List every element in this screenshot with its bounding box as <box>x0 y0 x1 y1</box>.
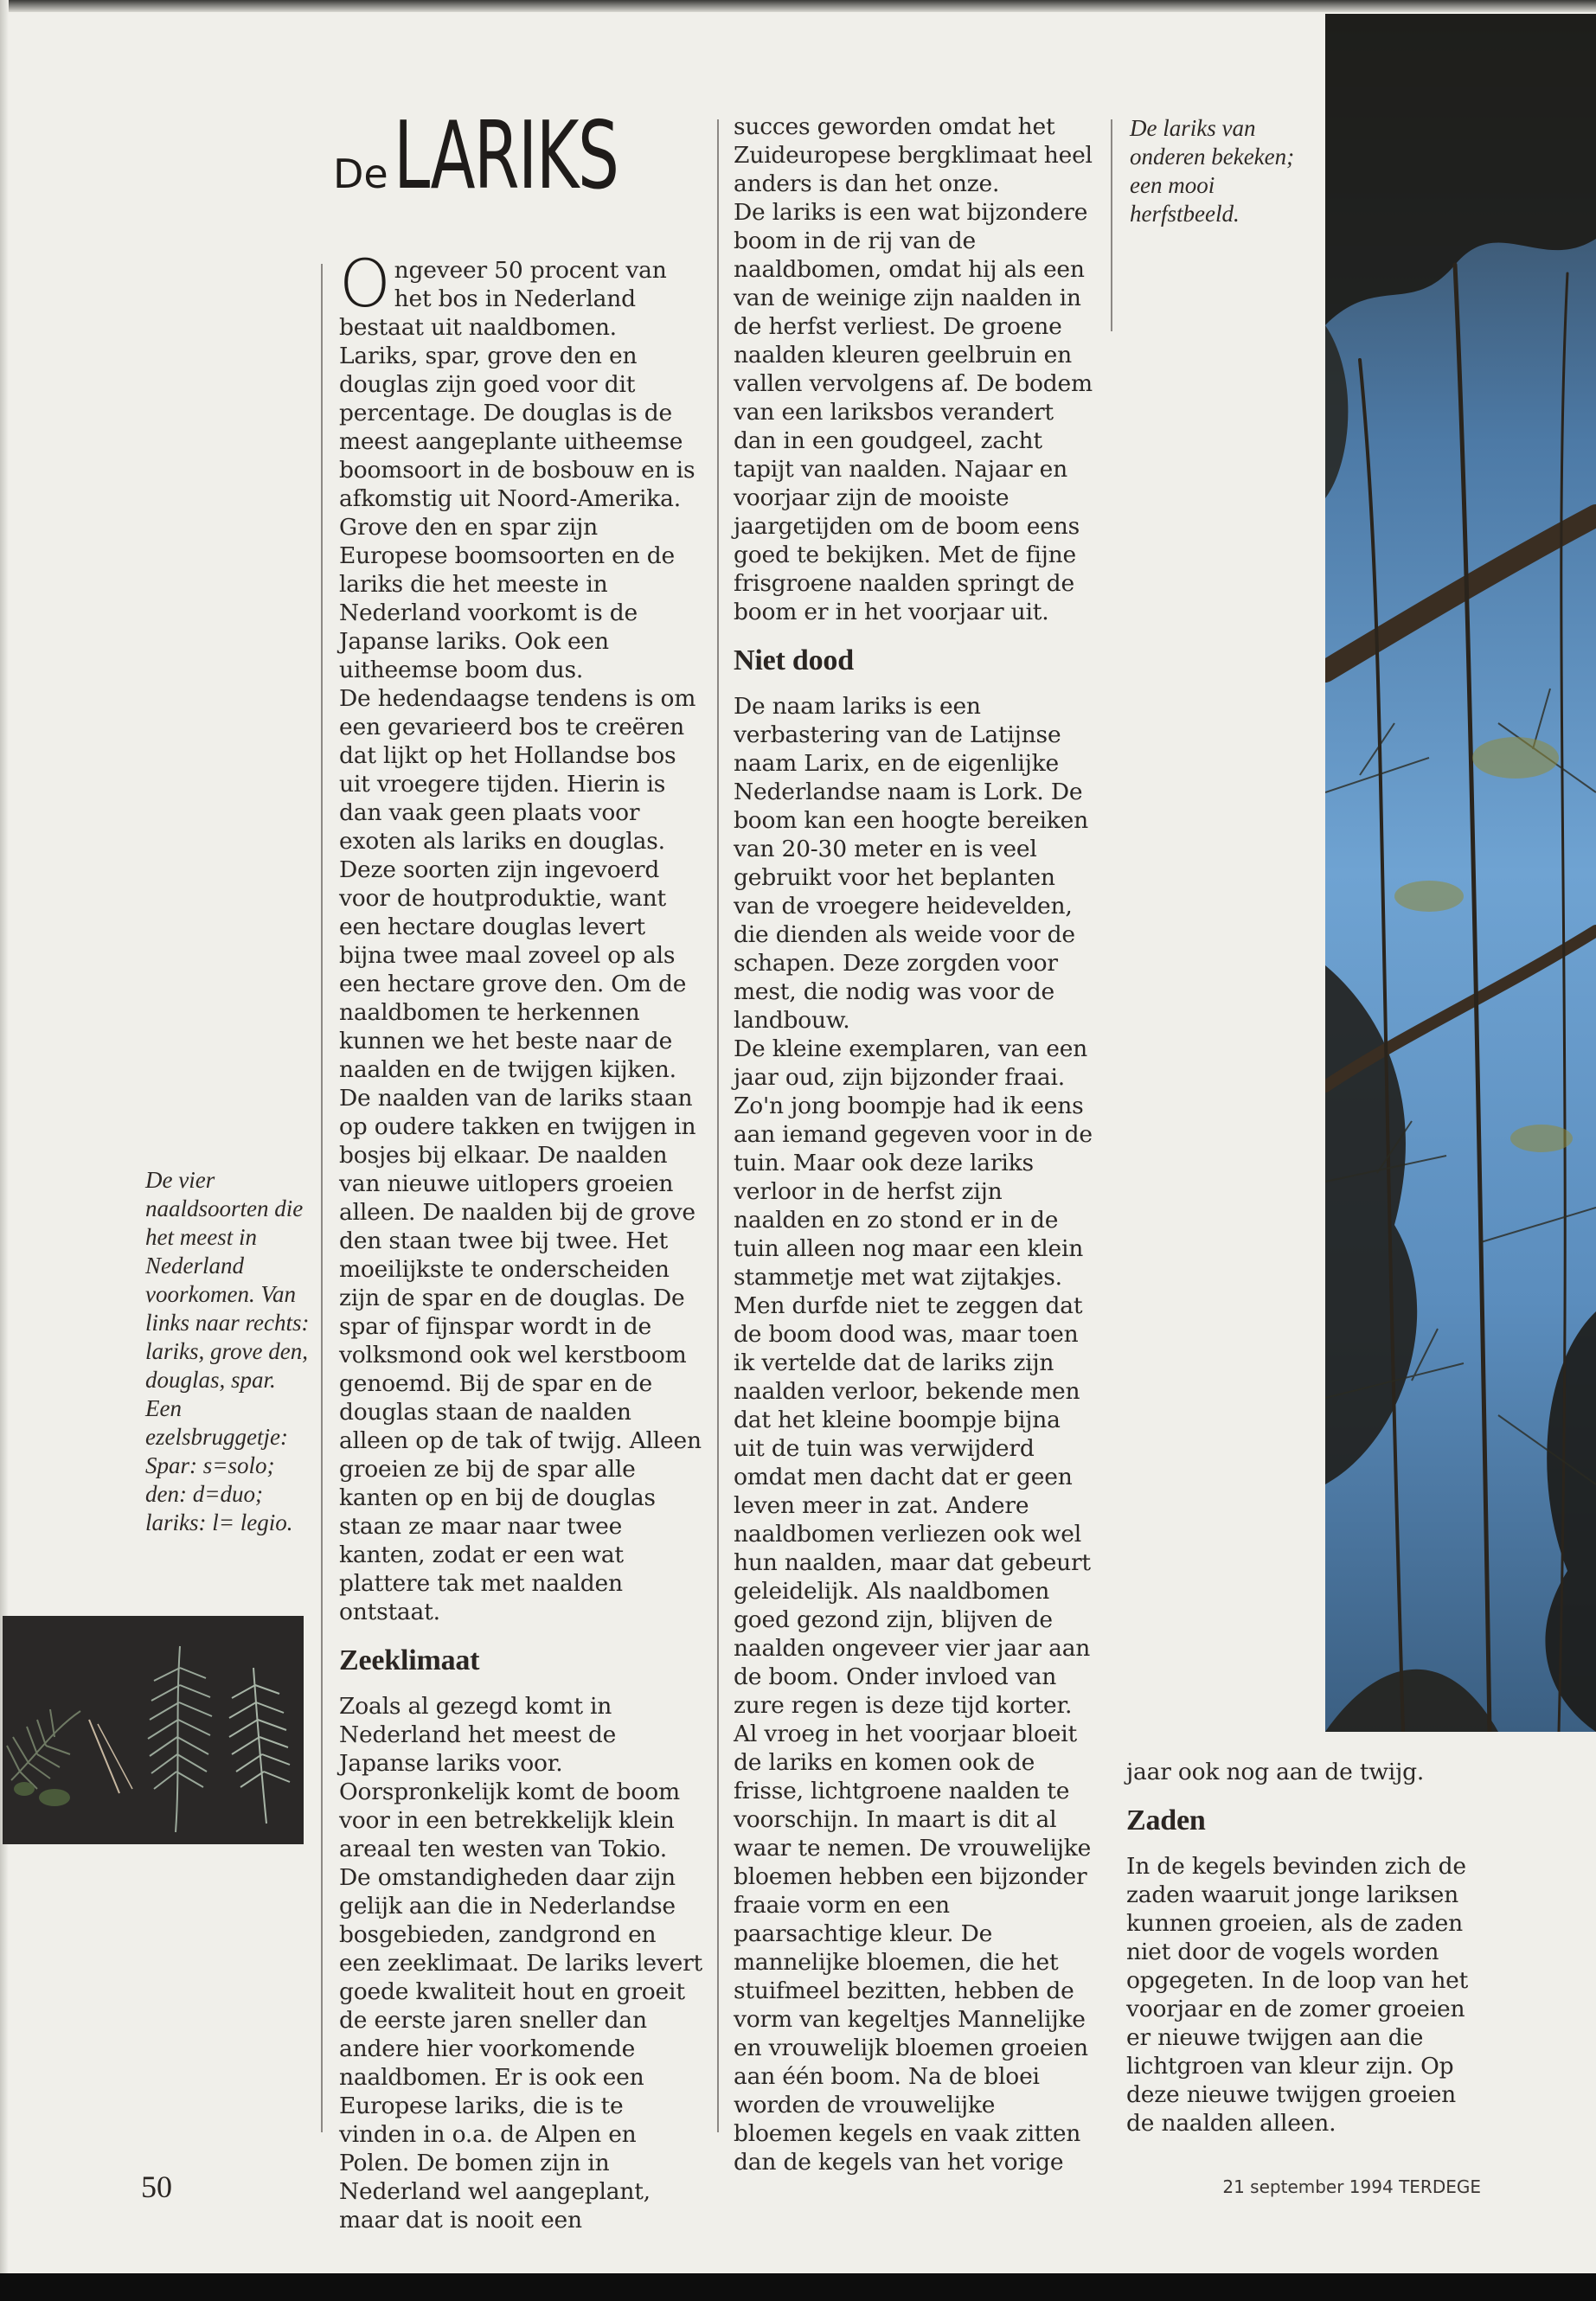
article-title <box>333 102 681 232</box>
page-top-edge <box>0 0 1596 12</box>
paragraph-zaden: In de kegels bevinden zich de zaden waaruit jonge lariksen kunnen groeien, als de zaden niet door de vogels worden opgegeten. In de loop van het voorjaar en de zomer groeien er nieuwe twijgen aan die lichtgroen van kleur zijn. Op deze nieuwe twijgen groeien de naalden alleen. <box>1126 1853 1469 2137</box>
page-number: 50 <box>141 2170 172 2204</box>
larch-canopy-photo <box>1325 14 1596 1732</box>
intro-paragraph <box>339 245 702 684</box>
page-bottom-edge <box>0 2273 1596 2301</box>
paragraph-bloei: Al vroeg in het voorjaar bloeit de lariks en komen ook de frisse, lichtgroene naalden te voorschijn. In maart is dit al waar te nemen. De vrouwelijke bloemen hebben een bijzonder fraaie vorm en een paarsachtige kleur. De mannelijke bloemen, die het stuifmeel bezitten, hebben de vorm van kegeltjes Mannelijke en vrouwelijk bloemen groeien aan één boom. Na de bloei worden de vrouwelijke bloemen kegels en vaak zitten dan de kegels van het vorige <box>734 1721 1092 2176</box>
heading-niet-dood: Niet dood <box>734 644 854 676</box>
intro-text: ngeveer 50 procent van het bos in Nederland bestaat uit naaldbomen. Lariks, spar, grove den en douglas zijn goed voor dit percentage. De douglas is de meest aangeplante uitheemse boomsoort in de bosbouw en is afkomstig uit Noord-Amerika. Grove den en spar zijn Europese boomsoorten en de lariks die het meeste in Nederland voorkomt is de Japanse lariks. Ook een uitheemse boom dus. <box>339 257 695 683</box>
column-rule-caption <box>1111 119 1112 331</box>
needle-samples-photo <box>3 1616 304 1844</box>
issue-footer: 21 september 1994 TERDEGE <box>1222 2176 1481 2197</box>
photo-caption-needles: De vier naaldsoorten die het meest in Nederland voorkomen. Van links naar rechts: lariks, grove den, douglas, spar. Een ezelsbruggetje: Spar: s=solo; den: d=duo; lariks: l= legio. <box>145 1167 310 1535</box>
paragraph-zeeklimaat: Zoals al gezegd komt in Nederland het meest de Japanse lariks voor. Oorspronkelijk komt de boom voor in een betrekkelijk klein areaal ten westen van Tokio. De omstandigheden daar zijn gelijk aan die in Nederlandse bosgebieden, zandgrond en een zeeklimaat. De lariks levert goede kwaliteit hout en groeit de eerste jaren sneller dan andere hier voorkomende naaldbomen. Er is ook een Europese lariks, die is te vinden in o.a. de Alpen en Polen. De bomen zijn in Nederland wel aangeplant, maar dat is nooit een <box>339 1693 702 2234</box>
paragraph-tendens: De hedendaagse tendens is om een gevarieerd bos te creëren dat lijkt op het Hollandse bos uit vroegere tijden. Hierin is dan vaak geen plaats voor exoten als lariks en douglas. Deze soorten zijn ingevoerd voor de houtproduktie, want een hectare douglas levert bijna twee maal zoveel op als een hectare grove den. Om de naaldbomen te herkennen kunnen we het beste naar de naalden en de twijgen kijken. De naalden van de lariks staan op oudere takken en twijgen in bosjes bij elkaar. De naalden van nieuwe uitlopers groeien alleen. De naalden bij de grove den staan twee bij twee. Het moeilijkste te onderscheiden zijn de spar en de douglas. De spar of fijnspar wordt in de volksmond ook wel kerstboom genoemd. Bij de spar en de douglas staan de naalden alleen op de tak of twijg. Alleen groeien ze bij de spar alle kanten op en bij de douglas staan ze maar naar twee kanten, zodat er een wat plattere tak met naalden ontstaat. <box>339 685 702 1625</box>
title-article-word: De <box>333 151 388 197</box>
title-main-word: LARIKS <box>393 102 619 210</box>
drop-cap: O <box>339 245 391 322</box>
paragraph-continued: succes geworden omdat het Zuideuropese bergklimaat heel anders is dan het onze. <box>734 113 1093 197</box>
page-left-edge <box>0 0 9 2301</box>
paragraph-naam: De naam lariks is een verbastering van de Latijnse naam Larix, en de eigenlijke Nederlandse naam is Lork. De boom kan een hoogte bereiken van 20-30 meter en is veel gebruikt voor het beplanten van de vroegere heidevelden, die dienden als weide voor de schapen. Deze zorgden voor mest, die nodig was voor de landbouw. <box>734 693 1089 1034</box>
column-rule-middle <box>717 119 719 2132</box>
paragraph-twijg: jaar ook nog aan de twijg. <box>1126 1759 1425 1785</box>
column-rule-left <box>321 264 323 2132</box>
paragraph-bijzondere-boom: De lariks is een wat bijzondere boom in de rij van de naaldbomen, omdat hij als een van de weinige zijn naalden in de herfst verliest. De groene naalden kleuren geelbruin en vallen vervolgens af. De bodem van een lariksbos verandert dan in een goudgeel, zacht tapijt van naalden. Najaar en voorjaar zijn de mooiste jaargetijden om de boom eens goed te bekijken. Met de fijne frisgroene naalden springt de boom er in het voorjaar uit. <box>734 199 1093 625</box>
paragraph-exemplaren: De kleine exemplaren, van een jaar oud, zijn bijzonder fraai. Zo'n jong boompje had ik eens aan iemand gegeven voor in de tuin. Maar ook deze lariks verloor in de herfst zijn naalden en zo stond er in de tuin alleen nog maar een klein stammetje met wat zijtakjes. Men durfde niet te zeggen dat de boom dood was, maar toen ik vertelde dat de lariks zijn naalden verloor, bekende men dat het kleine boompje bijna uit de tuin was verwijderd omdat men dacht dat er geen leven meer in zat. Andere naaldbomen verliezen ook wel hun naalden, maar dat gebeurt geleidelijk. Als naaldbomen goed gezond zijn, blijven de naalden ongeveer vier jaar aan de boom. Onder invloed van zure regen is deze tijd korter. <box>734 1035 1093 1719</box>
heading-zeeklimaat: Zeeklimaat <box>339 1644 480 1676</box>
photo-caption-trees: De lariks van onderen bekeken; een mooi herfstbeeld. <box>1130 115 1295 227</box>
text-column-1 <box>339 245 702 2234</box>
text-column-3 <box>1126 1758 1490 2138</box>
text-column-2 <box>734 112 1097 2176</box>
heading-zaden: Zaden <box>1126 1804 1206 1836</box>
